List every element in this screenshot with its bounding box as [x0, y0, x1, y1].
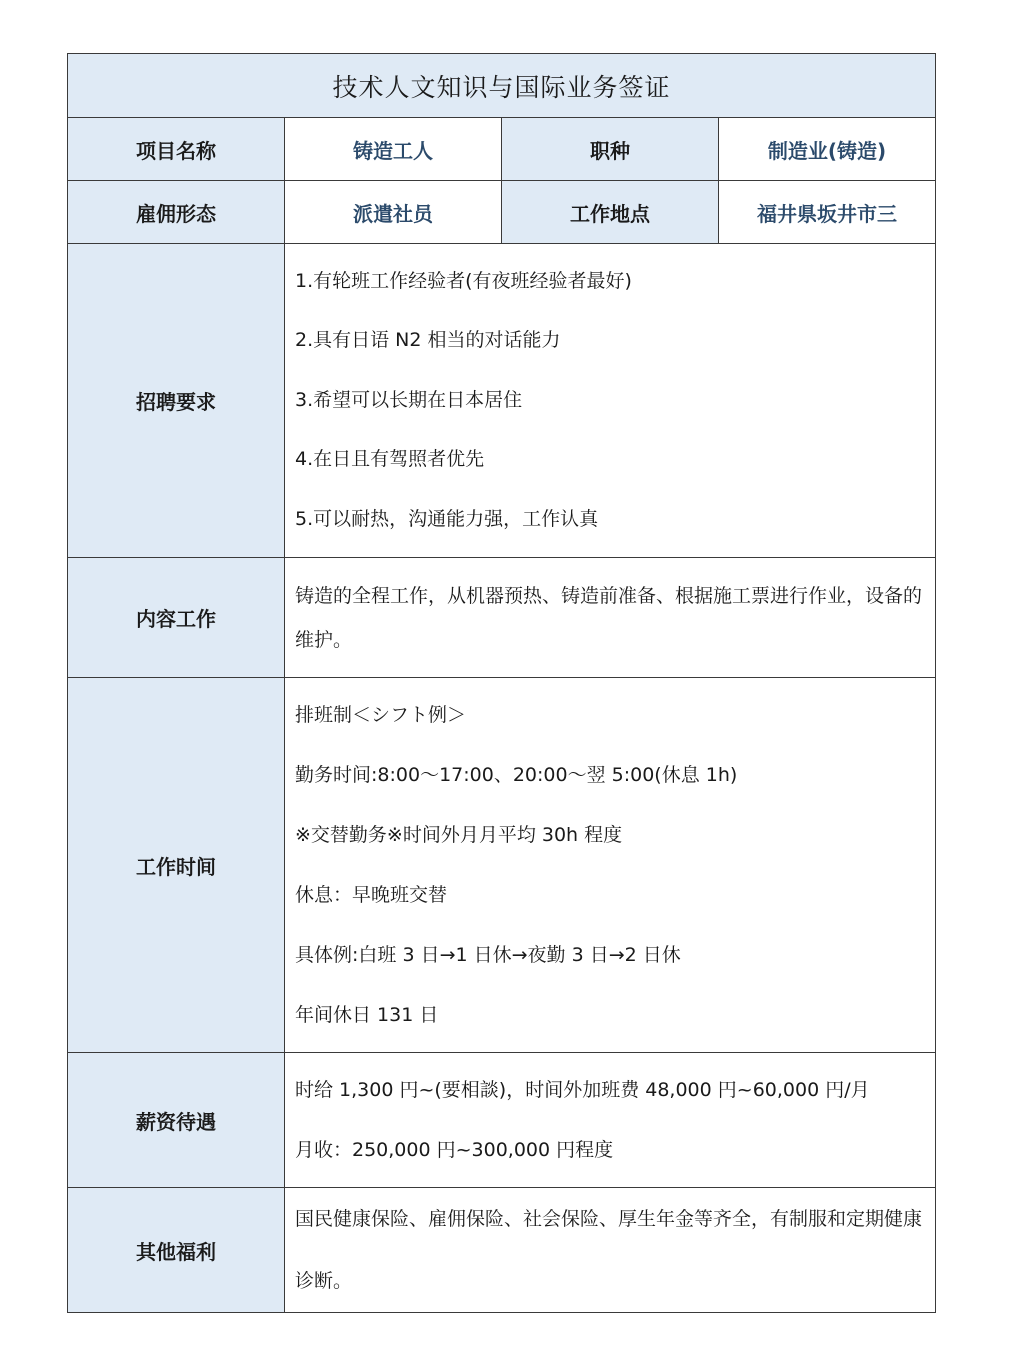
- requirements-row: [68, 244, 936, 558]
- salary-item: 月收：250,000 円~300,000 円程度: [295, 1139, 614, 1161]
- title-row: [68, 54, 936, 118]
- job-type-label: 职种: [502, 118, 719, 181]
- project-row: [68, 118, 936, 181]
- employment-value: 派遣社员: [285, 181, 502, 244]
- benefits-label: 其他福利: [68, 1188, 285, 1313]
- hours-item: 具体例:白班 3 日→1 日休→夜勤 3 日→2 日休: [295, 944, 681, 966]
- project-name-label: 项目名称: [68, 118, 285, 181]
- project-name-value: 铸造工人: [285, 118, 502, 181]
- employment-row: [68, 181, 936, 244]
- location-label: 工作地点: [502, 181, 719, 244]
- job-type-value: 制造业(铸造): [719, 118, 936, 181]
- hours-label: 工作时间: [68, 678, 285, 1053]
- hours-item: 休息：早晚班交替: [295, 884, 448, 906]
- benefits-content: [285, 1188, 936, 1313]
- duties-label: 内容工作: [68, 558, 285, 678]
- requirement-item: 3.希望可以长期在日本居住: [295, 388, 523, 411]
- salary-item: 时给 1,300 円~(要相談)，时间外加班费 48,000 円~60,000 円/月: [295, 1079, 870, 1101]
- hours-content: [285, 678, 936, 1053]
- requirements-content: [285, 244, 936, 558]
- hours-item: 年间休日 131 日: [295, 1004, 439, 1026]
- page-title: 技术人文知识与国际业务签证: [68, 54, 936, 118]
- hours-item: ※交替勤务※时间外月月平均 30h 程度: [295, 824, 623, 846]
- location-value: 福井県坂井市三: [719, 181, 936, 244]
- job-info-table: [67, 53, 936, 1313]
- requirement-item: 1.有轮班工作经验者(有夜班经验者最好): [295, 269, 632, 292]
- duties-text: 铸造的全程工作，从机器预热、铸造前准备、根据施工票进行作业，设备的维护。: [295, 584, 923, 651]
- hours-item: 勤务时间:8:00～17:00、20:00～翌 5:00(休息 1h): [295, 764, 738, 786]
- duties-content: [285, 558, 936, 678]
- salary-content: [285, 1053, 936, 1188]
- employment-label: 雇佣形态: [68, 181, 285, 244]
- salary-label: 薪资待遇: [68, 1053, 285, 1188]
- hours-row: [68, 678, 936, 1053]
- benefits-row: [68, 1188, 936, 1313]
- requirement-item: 5.可以耐热，沟通能力强，工作认真: [295, 507, 599, 530]
- salary-row: [68, 1053, 936, 1188]
- benefits-text: 国民健康保险、雇佣保险、社会保险、厚生年金等齐全，有制服和定期健康诊断。: [295, 1208, 923, 1292]
- requirement-item: 2.具有日语 N2 相当的对话能力: [295, 329, 561, 352]
- duties-row: [68, 558, 936, 678]
- hours-item: 排班制＜シフト例＞: [295, 704, 467, 726]
- requirements-label: 招聘要求: [68, 244, 285, 558]
- requirement-item: 4.在日且有驾照者优先: [295, 448, 485, 471]
